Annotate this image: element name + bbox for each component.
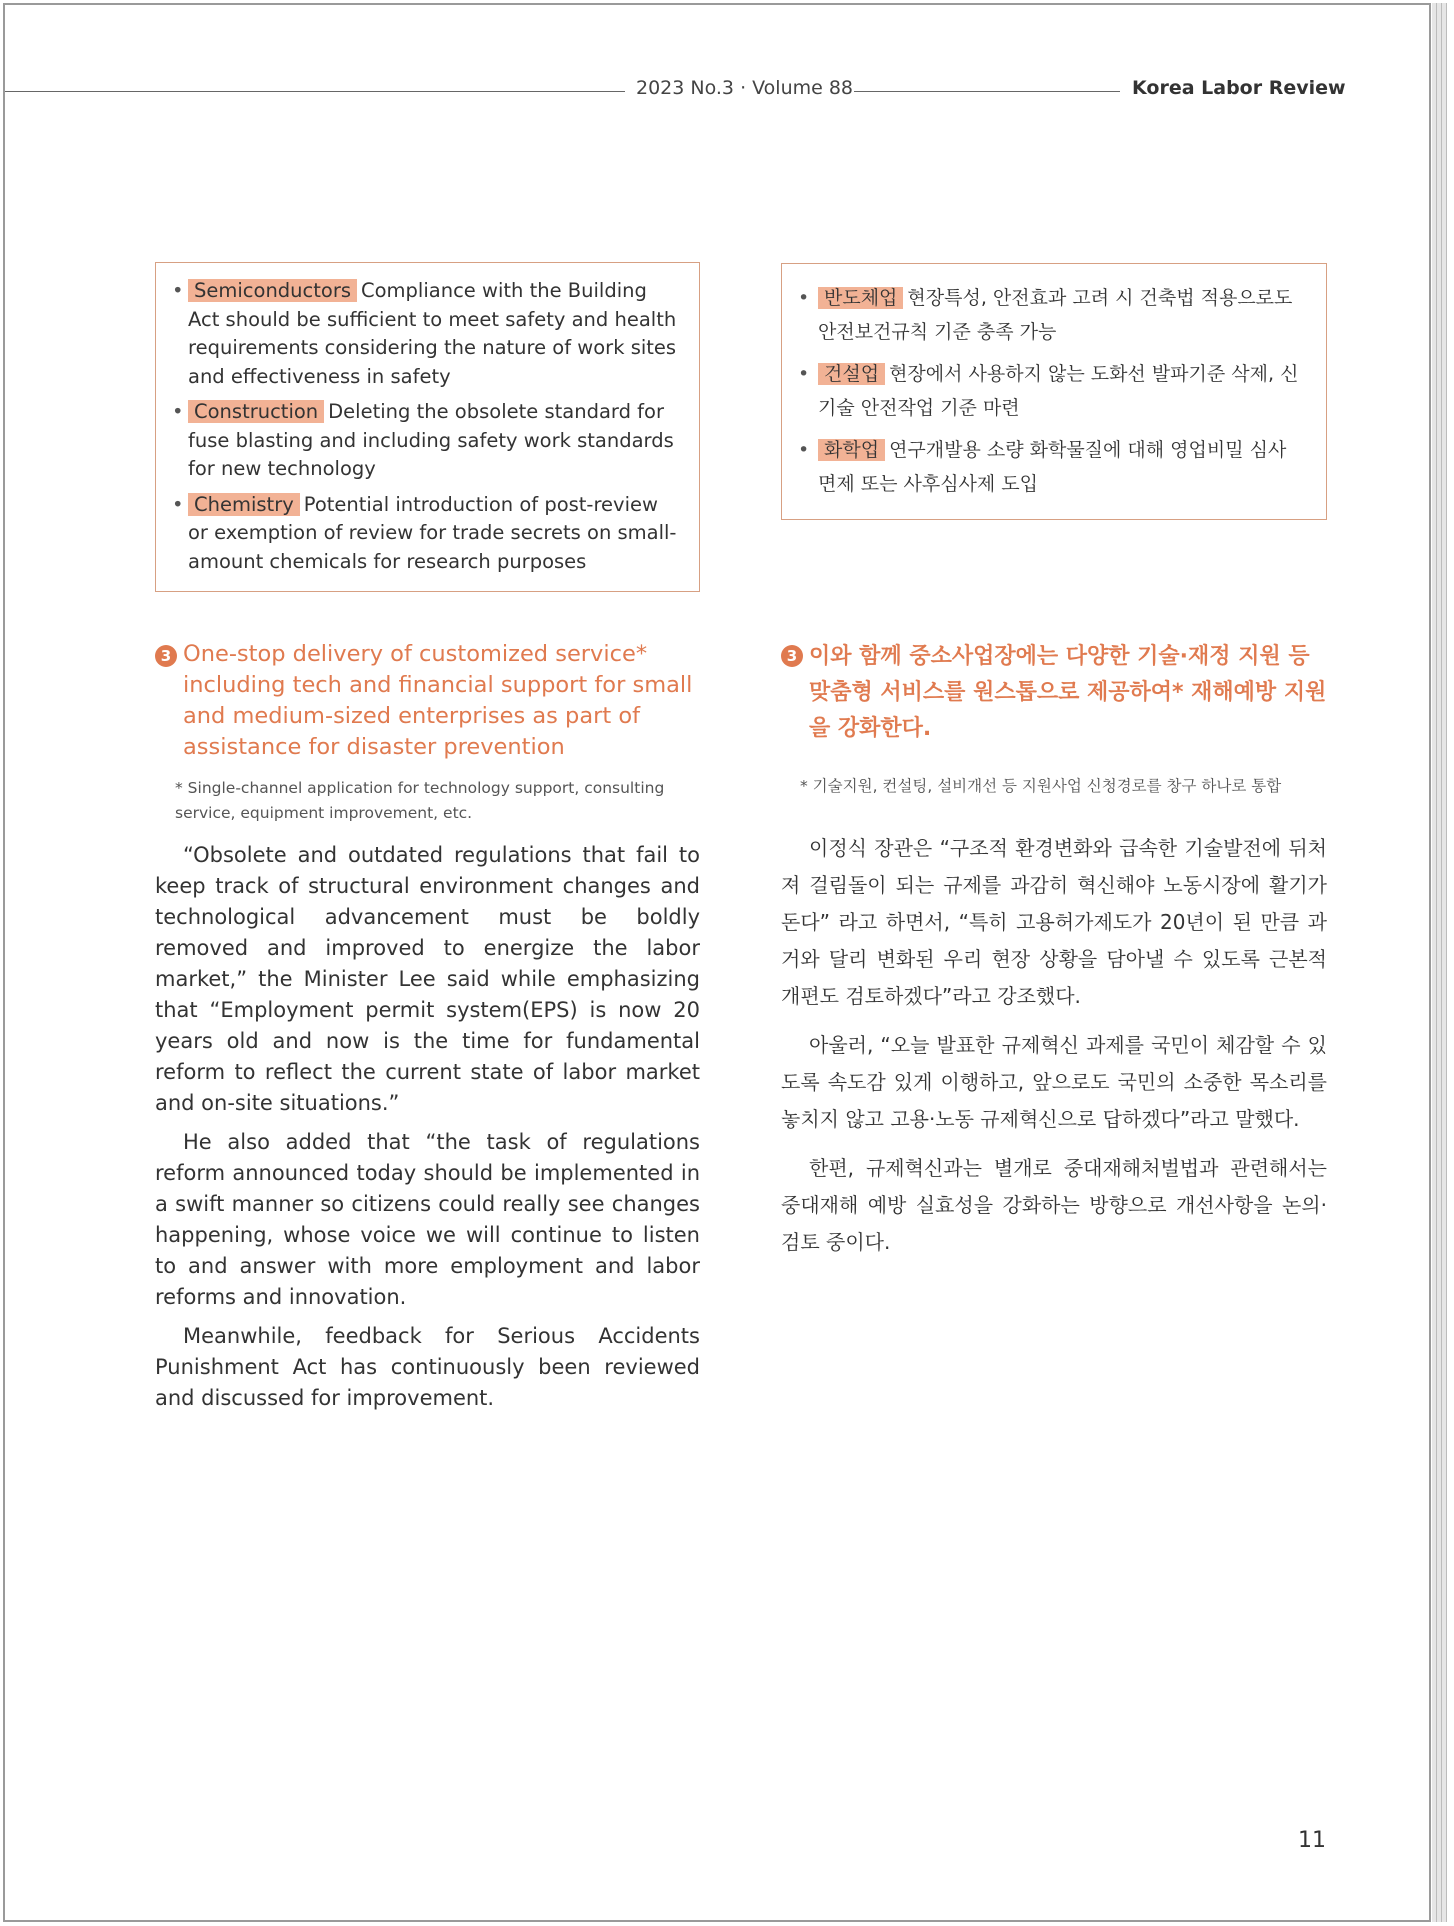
korean-summary-box xyxy=(781,263,1327,520)
list-item xyxy=(172,398,683,484)
category-tag: 건설업 xyxy=(818,363,885,385)
item-text: 현장특성, 안전효과 고려 시 건축법 적용으로도 안전보건규칙 기준 충족 가능 xyxy=(818,287,1293,343)
body-text-ko xyxy=(781,830,1327,1273)
page-edge xyxy=(1442,3,1447,1922)
body-text-en xyxy=(155,840,700,1422)
bullet-icon: • xyxy=(798,287,810,309)
category-tag: Semiconductors xyxy=(188,279,357,302)
section-heading-ko xyxy=(781,639,1327,747)
paragraph: 아울러, “오늘 발표한 규제혁신 과제를 국민이 체감할 수 있도록 속도감 있게 이행하고, 앞으로도 국민의 소중한 목소리를 놓치지 않고 고용·노동 규제혁신으로 답하겠다”라고 말했다. xyxy=(781,1033,1327,1131)
bullet-icon: • xyxy=(172,279,184,302)
bullet-icon: • xyxy=(798,363,810,385)
section-number-icon: 3 xyxy=(155,645,177,667)
bullet-icon: • xyxy=(172,492,184,516)
category-tag: 화학업 xyxy=(818,439,885,461)
list-item xyxy=(798,281,1310,349)
english-summary-box xyxy=(155,262,700,592)
paragraph: Meanwhile, feedback for Serious Accidents Punishment Act has continuously been reviewed and discussed for improvement. xyxy=(155,1324,700,1410)
list-item xyxy=(798,357,1310,425)
list-item xyxy=(172,491,683,577)
page-number: 11 xyxy=(1298,1828,1326,1853)
section-heading-text: One-stop delivery of customized service* including tech and financial support for small and medium-sized enterprises as part of assistance for disaster prevention xyxy=(183,641,693,760)
section-heading-en xyxy=(155,639,700,763)
item-text: 연구개발용 소량 화학물질에 대해 영업비밀 심사 면제 또는 사후심사제 도입 xyxy=(818,439,1287,495)
paragraph: 이정식 장관은 “구조적 환경변화와 급속한 기술발전에 뒤처져 걸림돌이 되는 규제를 과감히 혁신해야 노동시장에 활기가 돈다” 라고 하면서, “특히 고용허가제도가 20년이 된 만큼 과거와 달리 변화된 우리 현장 상황을 담아낼 수 있도록 근본적 개편도 검토하겠다”라고 강조했다. xyxy=(781,836,1327,1008)
category-tag: 반도체업 xyxy=(818,287,903,309)
header-rule-right xyxy=(854,91,1120,92)
category-tag: Chemistry xyxy=(188,493,300,516)
issue-label: 2023 No.3 · Volume 88 xyxy=(636,77,854,99)
section-number-icon: 3 xyxy=(781,645,803,667)
bullet-icon: • xyxy=(798,439,810,461)
item-text: Potential introduction of post-review or exemption of review for trade secrets on small-amount chemicals for research purposes xyxy=(188,492,677,573)
paragraph: 한편, 규제혁신과는 별개로 중대재해처벌법과 관련해서는 중대재해 예방 실효성을 강화하는 방향으로 개선사항을 논의·검토 중이다. xyxy=(781,1156,1327,1254)
footnote-en: * Single-channel application for technology support, consulting service, equipment improvement, etc. xyxy=(175,779,665,822)
list-item xyxy=(798,433,1310,501)
bullet-icon: • xyxy=(172,400,184,423)
footnote-ko: * 기술지원, 컨설팅, 설비개선 등 지원사업 신청경로를 창구 하나로 통합 xyxy=(800,777,1282,795)
header-rule-left xyxy=(5,91,625,92)
list-item xyxy=(172,277,683,391)
item-text: Deleting the obsolete standard for fuse blasting and including safety work standards for new technology xyxy=(188,400,674,480)
section-heading-text: 이와 함께 중소사업장에는 다양한 기술·재정 지원 등 맞춤형 서비스를 원스톱으로 제공하여* 재해예방 지원을 강화한다. xyxy=(809,644,1327,741)
journal-title: Korea Labor Review xyxy=(1132,77,1346,99)
paragraph: He also added that “the task of regulations reform announced today should be implemented in a swift manner so citizens could really see changes happening, whose voice we will continue to listen to and answer with more employment and labor reforms and innovation. xyxy=(155,1130,700,1309)
item-text: 현장에서 사용하지 않는 도화선 발파기준 삭제, 신기술 안전작업 기준 마련 xyxy=(818,363,1299,419)
item-text: Compliance with the Building Act should be sufficient to meet safety and health requirements considering the nature of work sites and effectiveness in safety xyxy=(188,279,677,388)
category-tag: Construction xyxy=(188,400,324,423)
paragraph: “Obsolete and outdated regulations that fail to keep track of structural environment changes and technological advancement must be boldly removed and improved to energize the labor market,” the Minister Lee said while emphasizing that “Employment permit system(EPS) is now 20 years old and now is the time for fundamental reform to reflect the current state of labor market and on-site situations.” xyxy=(155,843,700,1115)
